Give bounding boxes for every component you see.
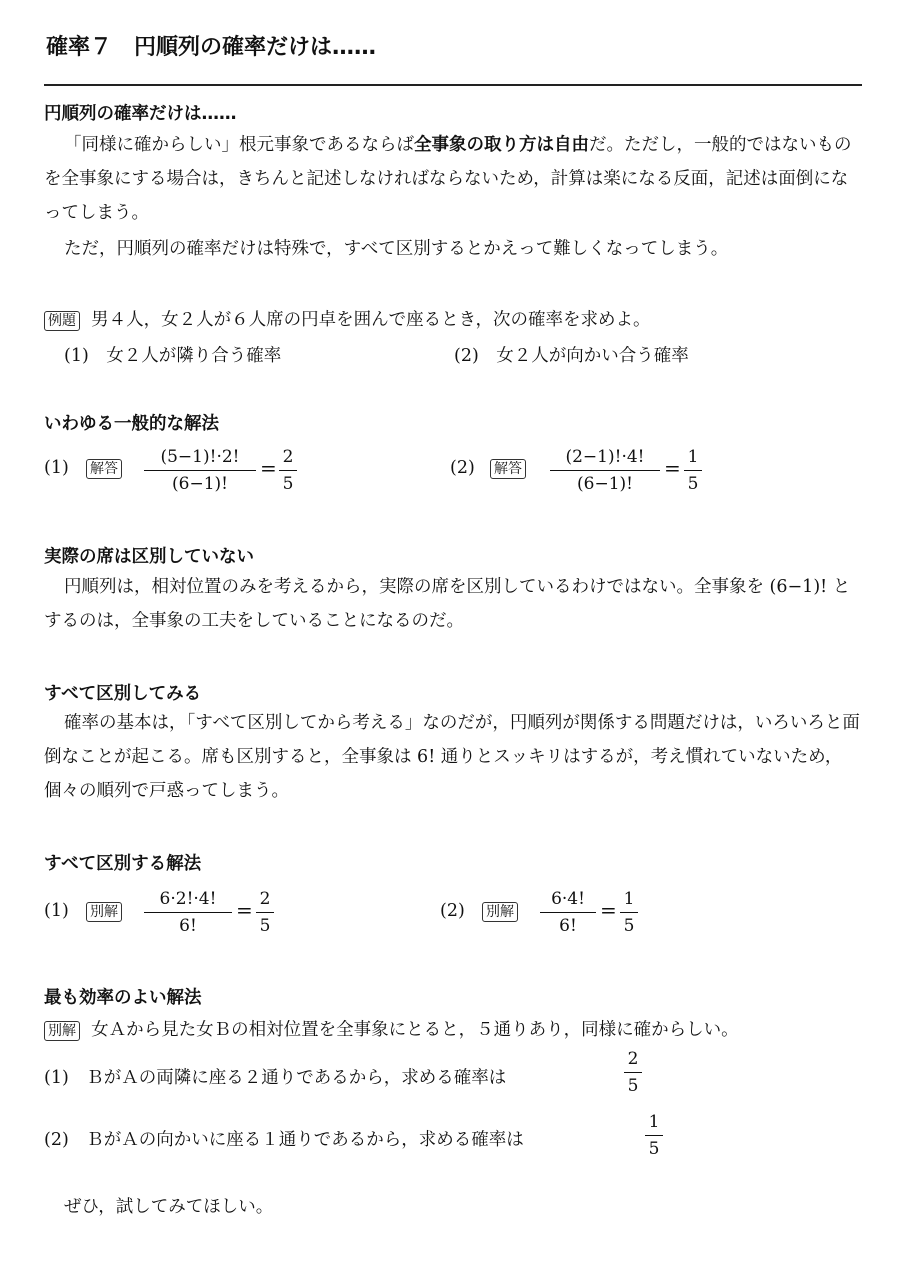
result-numerator: 1 bbox=[623, 889, 635, 909]
general-fraction-2 bbox=[550, 446, 660, 495]
efficient-intro: 女Ａから見た女Ｂの相対位置を全事象にとると，５通りあり，同様に確からしい。 bbox=[91, 1020, 739, 1040]
efficient-tag: 別解 bbox=[44, 1021, 80, 1041]
efficient-intro-line bbox=[44, 1016, 739, 1041]
title-divider bbox=[44, 84, 862, 86]
paragraph-intro bbox=[44, 128, 864, 230]
section-heading-circular: 円順列の確率だけは…… bbox=[44, 104, 237, 124]
alt-label-2: (2) bbox=[440, 901, 465, 921]
fraction-numerator: (5−1)!·2! bbox=[160, 447, 240, 467]
intro-bold-text: 全事象の取り方は自由 bbox=[414, 135, 589, 155]
alt-result-1 bbox=[256, 888, 274, 937]
fraction-numerator: 2 bbox=[627, 1049, 639, 1069]
intro-text-b: だ。ただし，一般的ではないものを全事象にする場合は，きちんと記述しなければならないため，計算は楽になる反面，記述は面倒になってしまう。 bbox=[44, 135, 852, 223]
equals-sign: = bbox=[236, 898, 253, 922]
equals-sign: = bbox=[600, 898, 617, 922]
efficient-fraction-1 bbox=[624, 1048, 642, 1097]
efficient-line-2: (2) ＢがＡの向かいに座る１通りであるから，求める確率は bbox=[44, 1130, 524, 1150]
paragraph-distinguish bbox=[44, 706, 864, 808]
equals-sign: = bbox=[664, 456, 681, 480]
section-heading-seats: 実際の席は区別していない bbox=[44, 547, 254, 567]
alt-answer-tag-2: 別解 bbox=[482, 902, 518, 922]
closing-text: ぜひ，試してみてほしい。 bbox=[64, 1197, 274, 1217]
equals-sign: = bbox=[260, 456, 277, 480]
example-question-2: (2) 女２人が向かい合う確率 bbox=[454, 346, 689, 366]
general-result-1 bbox=[279, 446, 297, 495]
general-fraction-1 bbox=[144, 446, 256, 495]
section-heading-general: いわゆる一般的な解法 bbox=[44, 414, 219, 434]
general-label-2: (2) bbox=[450, 458, 475, 478]
fraction-denominator: (6−1)! bbox=[577, 474, 633, 494]
alt-result-2 bbox=[620, 888, 638, 937]
fraction-denominator: 5 bbox=[648, 1139, 660, 1159]
fraction-numerator: (2−1)!·4! bbox=[565, 447, 645, 467]
result-numerator: 2 bbox=[282, 447, 294, 467]
fraction-numerator: 6·2!·4! bbox=[159, 889, 217, 909]
result-denominator: 5 bbox=[687, 474, 699, 494]
fraction-denominator: 5 bbox=[627, 1076, 639, 1096]
seats-text: 円順列は，相対位置のみを考えるから，実際の席を区別しているわけではない。全事象を (6−1)! とするのは，全事象の工夫をしていることになるのだ。 bbox=[44, 577, 851, 631]
result-denominator: 5 bbox=[623, 916, 635, 936]
special-text: ただ，円順列の確率だけは特殊で，すべて区別するとかえって難しくなってしまう。 bbox=[64, 239, 729, 259]
fraction-denominator: 6! bbox=[559, 916, 577, 936]
page-title: 確率７ 円順列の確率だけは…… bbox=[46, 35, 377, 60]
example-question-1: (1) 女２人が隣り合う確率 bbox=[64, 346, 282, 366]
paragraph-seats bbox=[44, 570, 864, 638]
distinguish-text: 確率の基本は，「すべて区別してから考える」なのだが，円順列が関係する問題だけは，いろいろと面倒なことが起こる。席も区別すると，全事象は 6! 通りとスッキリはするが，考え慣れていないため，個々の順列で戸惑ってしまう。 bbox=[44, 713, 860, 801]
alt-answer-tag-1: 別解 bbox=[86, 902, 122, 922]
general-label-1: (1) bbox=[44, 458, 69, 478]
efficient-fraction-2 bbox=[645, 1111, 663, 1160]
section-heading-distinguish-solution: すべて区別する解法 bbox=[44, 854, 202, 874]
result-numerator: 1 bbox=[687, 447, 699, 467]
section-heading-distinguish: すべて区別してみる bbox=[44, 684, 202, 704]
alt-fraction-1 bbox=[144, 888, 232, 937]
example-line bbox=[44, 306, 650, 331]
fraction-numerator: 6·4! bbox=[551, 889, 585, 909]
answer-tag-2: 解答 bbox=[490, 459, 526, 479]
intro-text-a: 「同様に確からしい」根元事象であるならば bbox=[64, 135, 414, 155]
answer-tag-1: 解答 bbox=[86, 459, 122, 479]
fraction-numerator: 1 bbox=[648, 1112, 660, 1132]
efficient-line-1: (1) ＢがＡの両隣に座る２通りであるから，求める確率は bbox=[44, 1068, 507, 1088]
fraction-denominator: (6−1)! bbox=[172, 474, 228, 494]
alt-fraction-2 bbox=[540, 888, 596, 937]
result-denominator: 5 bbox=[282, 474, 294, 494]
alt-label-1: (1) bbox=[44, 901, 69, 921]
example-text: 男４人，女２人が６人席の円卓を囲んで座るとき，次の確率を求めよ。 bbox=[91, 310, 651, 330]
paragraph-special bbox=[44, 232, 864, 266]
result-denominator: 5 bbox=[259, 916, 271, 936]
section-heading-efficient: 最も効率のよい解法 bbox=[44, 988, 202, 1008]
example-tag: 例題 bbox=[44, 311, 80, 331]
general-result-2 bbox=[684, 446, 702, 495]
fraction-denominator: 6! bbox=[179, 916, 197, 936]
result-numerator: 2 bbox=[259, 889, 271, 909]
